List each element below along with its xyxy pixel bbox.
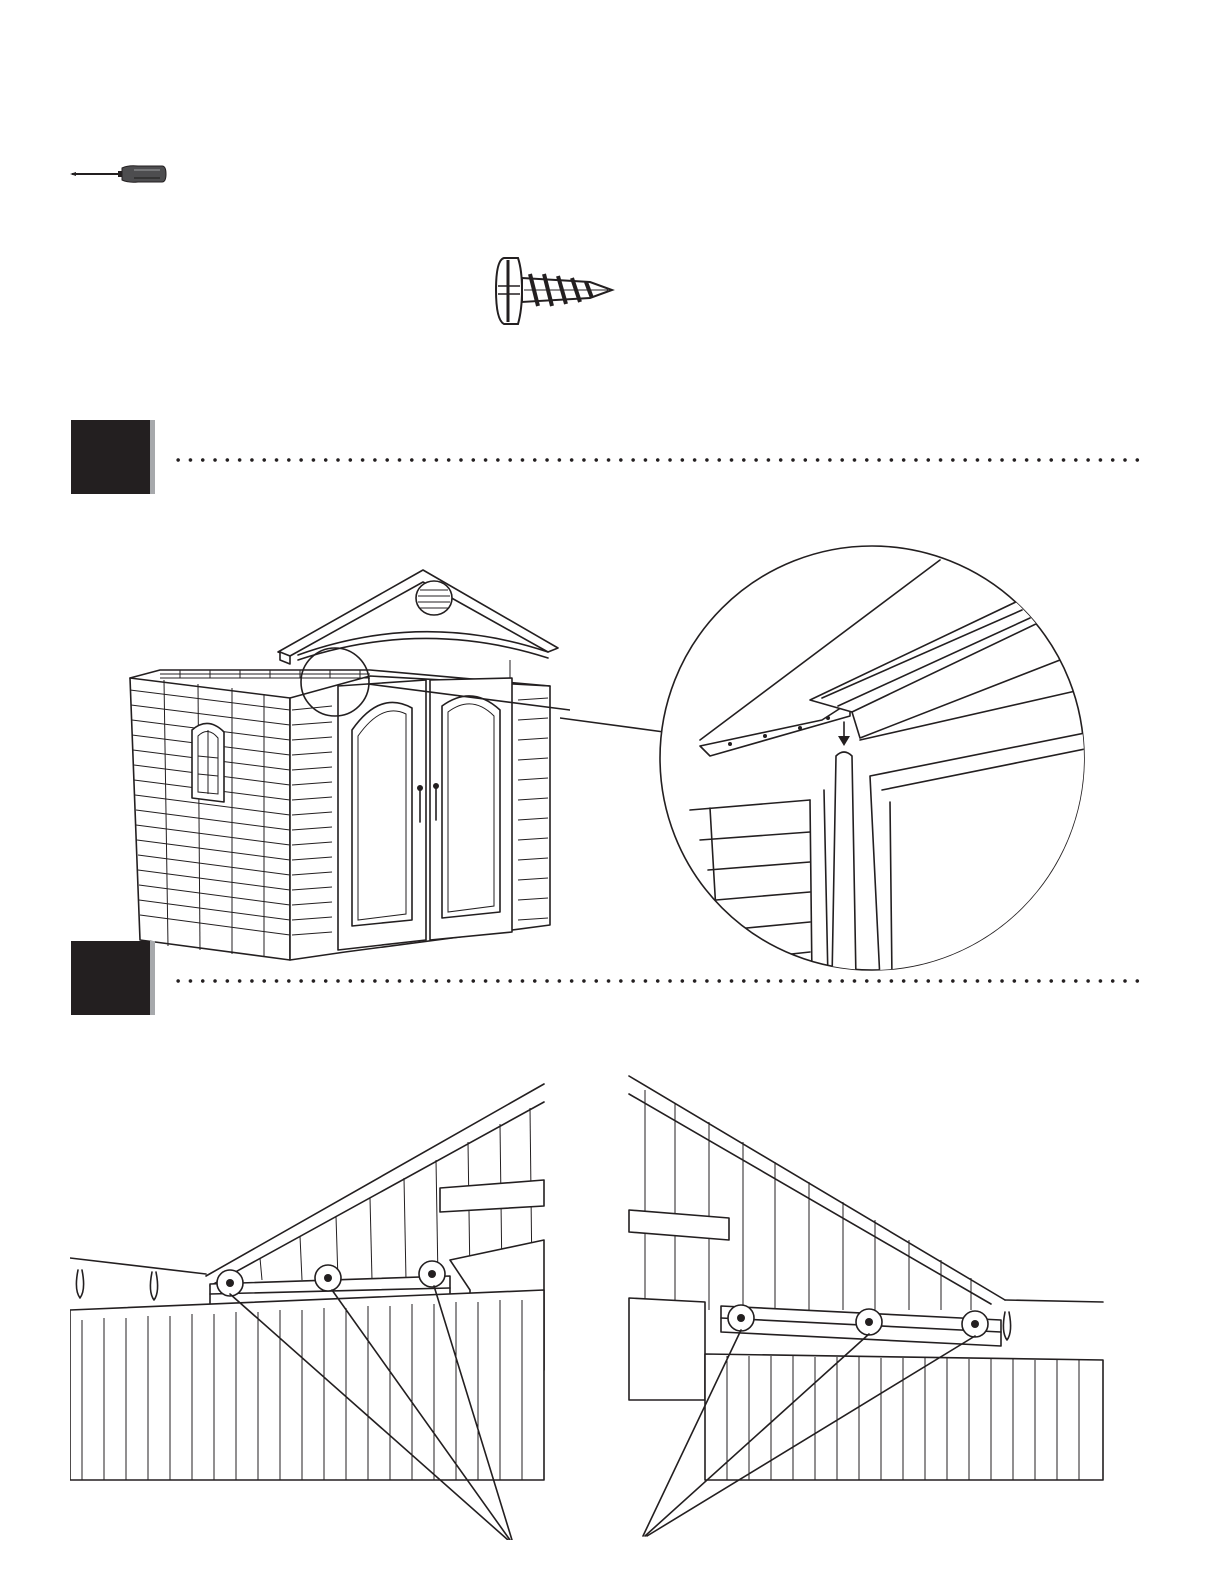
step-2-badge bbox=[71, 941, 155, 1015]
step-2-divider bbox=[172, 978, 1147, 984]
step-1-badge bbox=[71, 420, 155, 494]
left-gable-interior-illustration bbox=[70, 1080, 550, 1540]
shed-gable-illustration bbox=[120, 560, 570, 970]
screwdriver-icon bbox=[68, 160, 172, 188]
self-tapping-screw-icon bbox=[490, 250, 620, 330]
right-gable-interior-illustration bbox=[625, 1070, 1105, 1540]
zoom-detail-illustration bbox=[560, 540, 1100, 980]
step-1-divider bbox=[172, 457, 1147, 463]
